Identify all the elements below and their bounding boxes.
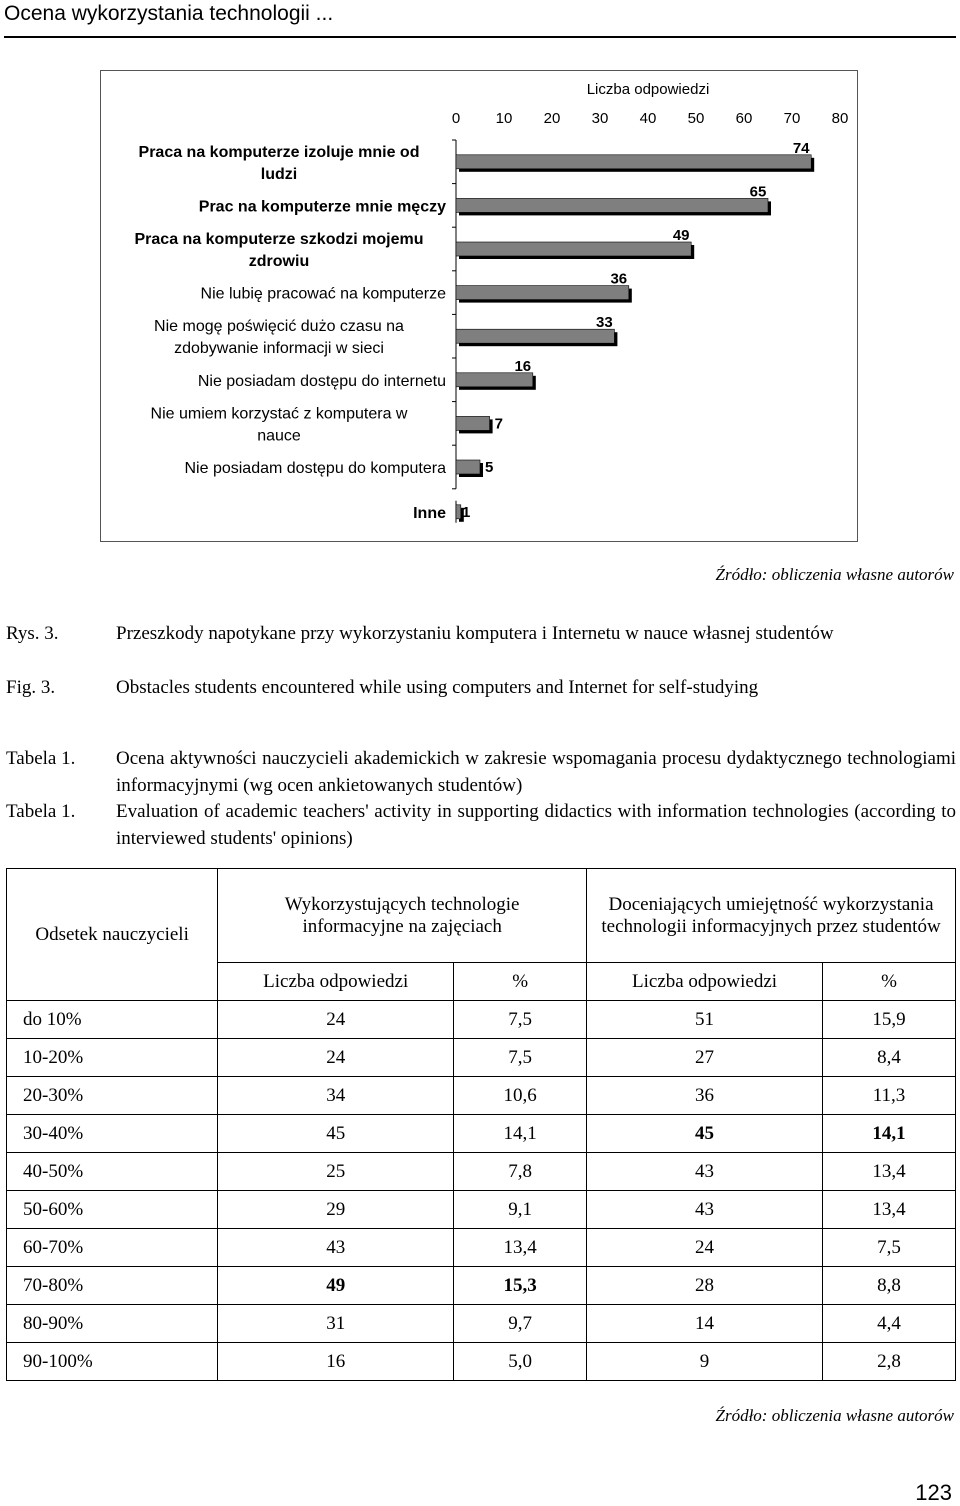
value-cell: 15,3 — [454, 1267, 587, 1305]
category-label: zdobywanie informacji w sieci — [174, 340, 384, 358]
bar-chart — [0, 0, 960, 560]
row-label-cell: 60-70% — [7, 1229, 218, 1267]
x-tick-label: 0 — [451, 110, 461, 127]
value-cell: 36 — [587, 1077, 823, 1115]
value-cell: 13,4 — [823, 1191, 956, 1229]
value-cell: 45 — [587, 1115, 823, 1153]
figure-label-pl: Rys. 3. — [6, 623, 59, 644]
bar — [456, 505, 461, 519]
table-caption — [0, 745, 960, 855]
teachers-evaluation-table — [6, 868, 956, 1381]
value-cell: 8,4 — [823, 1039, 956, 1077]
table-source: Źródło: obliczenia własne autorów — [715, 1406, 954, 1425]
value-cell: 45 — [218, 1115, 454, 1153]
x-tick-label: 20 — [543, 110, 561, 127]
row-label-cell: 50-60% — [7, 1191, 218, 1229]
value-cell: 43 — [218, 1229, 454, 1267]
data-label: 16 — [514, 357, 532, 375]
value-cell: 31 — [218, 1305, 454, 1343]
category-label: Praca na komputerze szkodzi mojemu — [134, 231, 424, 248]
value-cell: 4,4 — [823, 1305, 956, 1343]
row-label-cell: do 10% — [7, 1001, 218, 1039]
value-cell: 28 — [587, 1267, 823, 1305]
data-label: 33 — [596, 314, 613, 332]
value-cell: 14,1 — [454, 1115, 587, 1153]
table-body — [7, 1001, 956, 1381]
value-cell: 27 — [587, 1039, 823, 1077]
category-label: Nie posiadam dostępu do internetu — [197, 372, 446, 390]
table-row — [7, 1077, 956, 1115]
value-cell: 24 — [218, 1039, 454, 1077]
bar — [456, 198, 768, 212]
bar — [456, 286, 629, 300]
x-tick-label: 70 — [783, 110, 801, 127]
bar — [456, 416, 490, 430]
x-tick-label: 60 — [735, 110, 753, 127]
value-cell: 16 — [218, 1343, 454, 1381]
value-cell: 13,4 — [823, 1153, 956, 1191]
value-cell: 10,6 — [454, 1077, 587, 1115]
figure-caption-en: Obstacles students encountered while using computers and Internet for self-studying — [116, 677, 759, 698]
value-cell: 29 — [218, 1191, 454, 1229]
value-cell: 34 — [218, 1077, 454, 1115]
value-cell: 25 — [218, 1153, 454, 1191]
table-row — [7, 1229, 956, 1267]
bar — [456, 242, 691, 256]
category-label: Prac na komputerze mnie męczy — [198, 198, 446, 216]
value-cell: 11,3 — [823, 1077, 956, 1115]
data-label: 65 — [749, 183, 767, 201]
value-cell: 7,5 — [454, 1001, 587, 1039]
x-tick-label: 50 — [687, 110, 705, 127]
table-header-row — [7, 869, 956, 963]
category-label: zdrowiu — [248, 253, 310, 270]
figure-caption — [0, 620, 960, 700]
category-label: Praca na komputerze izoluje mnie od — [138, 143, 420, 161]
category-label: nauce — [257, 427, 301, 445]
page-number: 123 — [915, 1480, 952, 1505]
value-cell: 9 — [587, 1343, 823, 1381]
data-label: 7 — [494, 415, 503, 433]
subheader-liczba-2: Liczba odpowiedzi — [587, 963, 823, 1001]
data-label: 1 — [462, 503, 471, 521]
table-caption-en: Evaluation of academic teachers' activity in supporting didactics with information technologies (according to interviewed students' opinions) — [116, 801, 956, 849]
table-caption-pl: Ocena aktywności nauczycieli akademickich w zakresie wspomagania procesu dydaktycznego technologiami informacyjnymi (wg ocen ankietowanych studentów) — [116, 748, 956, 796]
row-label-cell: 30-40% — [7, 1115, 218, 1153]
table-row — [7, 1343, 956, 1381]
value-cell: 5,0 — [454, 1343, 587, 1381]
x-axis-title: Liczba odpowiedzi — [586, 81, 710, 98]
table-row — [7, 1039, 956, 1077]
data-label: 74 — [792, 139, 810, 157]
table-label-en: Tabela 1. — [6, 801, 76, 822]
value-cell: 43 — [587, 1153, 823, 1191]
category-label: Nie posiadam dostępu do komputera — [184, 460, 446, 477]
table-row — [7, 1267, 956, 1305]
table-row — [7, 1153, 956, 1191]
category-label: ludzi — [260, 165, 298, 183]
value-cell: 24 — [587, 1229, 823, 1267]
table-row — [7, 1115, 956, 1153]
value-cell: 8,8 — [823, 1267, 956, 1305]
category-label: Inne — [413, 504, 446, 522]
value-cell: 9,1 — [454, 1191, 587, 1229]
running-header: Ocena wykorzystania technologii ... — [4, 2, 334, 25]
figure-caption-pl: Przeszkody napotykane przy wykorzystaniu komputera i Internetu w nauce własnej studentów — [116, 623, 834, 644]
subheader-percent-2: % — [823, 963, 956, 1001]
value-cell: 51 — [587, 1001, 823, 1039]
value-cell: 43 — [587, 1191, 823, 1229]
subheader-liczba-1: Liczba odpowiedzi — [218, 963, 454, 1001]
value-cell: 15,9 — [823, 1001, 956, 1039]
value-cell: 14,1 — [823, 1115, 956, 1153]
row-label-cell: 10-20% — [7, 1039, 218, 1077]
data-label: 49 — [672, 227, 690, 244]
data-label: 36 — [610, 270, 628, 288]
value-cell: 7,5 — [454, 1039, 587, 1077]
row-label-cell: 90-100% — [7, 1343, 218, 1381]
bar — [456, 329, 614, 343]
value-cell: 7,5 — [823, 1229, 956, 1267]
table-row — [7, 1305, 956, 1343]
row-label-cell: 80-90% — [7, 1305, 218, 1343]
row-label-cell: 70-80% — [7, 1267, 218, 1305]
value-cell: 49 — [218, 1267, 454, 1305]
bar — [456, 373, 533, 387]
subheader-percent-1: % — [454, 963, 587, 1001]
value-cell: 7,8 — [454, 1153, 587, 1191]
x-tick-label: 40 — [639, 110, 657, 127]
row-label-cell: 20-30% — [7, 1077, 218, 1115]
data-label: 5 — [485, 459, 494, 476]
x-tick-label: 80 — [831, 110, 849, 127]
value-cell: 2,8 — [823, 1343, 956, 1381]
table-row — [7, 1001, 956, 1039]
value-cell: 14 — [587, 1305, 823, 1343]
bar — [456, 155, 811, 169]
col-header-odsetek: Odsetek nauczycieli — [7, 869, 218, 1001]
table-row — [7, 1191, 956, 1229]
row-label-cell: 40-50% — [7, 1153, 218, 1191]
category-label: Nie mogę poświęcić dużo czasu na — [154, 318, 404, 336]
x-tick-label: 10 — [495, 110, 513, 127]
figure-source: Źródło: obliczenia własne autorów — [715, 565, 954, 584]
table-label-pl: Tabela 1. — [6, 748, 76, 769]
value-cell: 24 — [218, 1001, 454, 1039]
x-tick-label: 30 — [591, 110, 609, 127]
category-label: Nie umiem korzystać z komputera w — [150, 405, 408, 423]
group-header-doceniajacych: Doceniających umiejętność wykorzystania technologii informacyjnych przez studentów — [587, 869, 956, 963]
bar — [456, 460, 480, 474]
figure-label-en: Fig. 3. — [6, 677, 56, 698]
group-header-wykorzystujacych: Wykorzystujących technologie informacyjne na zajęciach — [218, 869, 587, 963]
category-label: Nie lubię pracować na komputerze — [200, 285, 446, 303]
value-cell: 13,4 — [454, 1229, 587, 1267]
value-cell: 9,7 — [454, 1305, 587, 1343]
